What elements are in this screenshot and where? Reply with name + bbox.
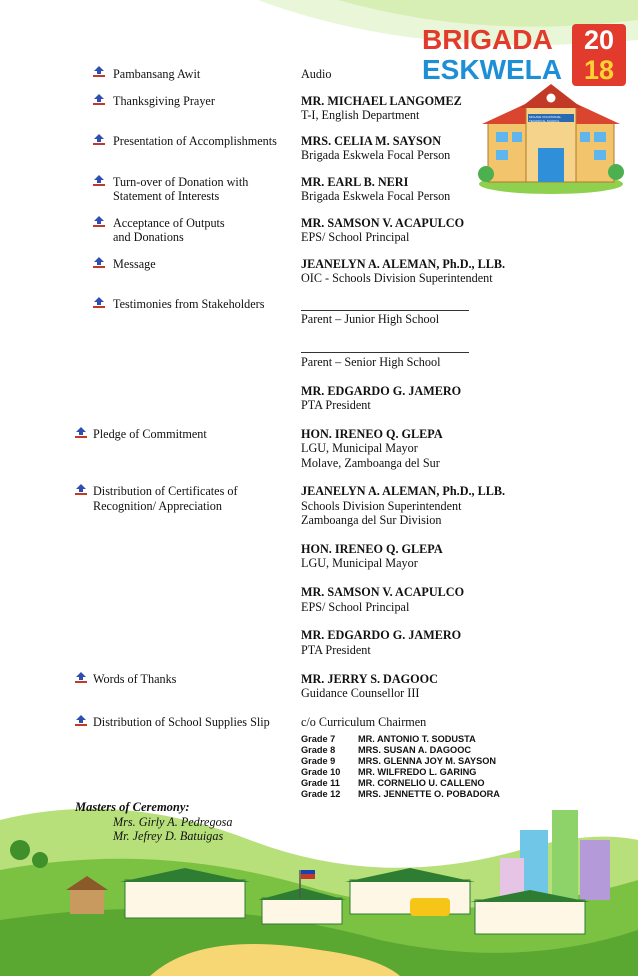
arrow-bullet-icon (93, 66, 105, 77)
school-sign: MOLAVE VOCATIONAL TECHNICAL SCHOOL (529, 115, 562, 123)
program-person: MR. EDGARDO G. JAMERO (301, 384, 462, 398)
master-of-ceremony-name: Mr. Jefrey D. Batuigas (113, 829, 224, 843)
program-role: Brigada Eskwela Focal Person (301, 148, 451, 162)
arrow-bullet-icon (93, 175, 105, 186)
arrow-bullet-icon (93, 94, 105, 105)
grade-teacher: MRS. SUSAN A. DAGOOC (358, 745, 471, 755)
program-part-line-2: Statement of Interests (113, 189, 220, 203)
program-person: JEANELYN A. ALEMAN, Ph.D., LLB. (301, 484, 506, 498)
grade-teacher: MRS. GLENNA JOY M. SAYSON (358, 756, 497, 766)
arrow-bullet-icon (75, 484, 87, 495)
program-role: Molave, Zamboanga del Sur (301, 456, 440, 470)
program-part: Distribution of School Supplies Slip (93, 715, 270, 729)
program-role: Parent – Senior High School (301, 355, 441, 369)
grade-label: Grade 7 (301, 734, 336, 744)
program-part: Thanksgiving Prayer (113, 94, 215, 108)
logo-line-2: ESKWELA (422, 54, 562, 85)
program-person: MR. JERRY S. DAGOOC (301, 672, 438, 686)
program-part: Pambansang Awit (113, 67, 201, 81)
arrow-bullet-icon (75, 427, 87, 438)
grade-teacher: MR. WILFREDO L. GARING (358, 767, 477, 777)
program-part: Acceptance of Outputs (113, 216, 225, 230)
logo-year-box (572, 24, 626, 86)
program-part: Distribution of Certificates of (93, 484, 238, 498)
program-part: Testimonies from Stakeholders (113, 297, 265, 311)
arrow-bullet-icon (75, 672, 87, 683)
signature-line (301, 352, 469, 353)
logo-year-bottom: 18 (583, 55, 615, 85)
program-person: HON. IRENEO Q. GLEPA (301, 427, 443, 441)
program-role: c/o Curriculum Chairmen (301, 715, 427, 729)
program-role: OIC - Schools Division Superintendent (301, 271, 493, 285)
program-role: EPS/ School Principal (301, 600, 410, 614)
program-part-line-2: Recognition/ Appreciation (93, 499, 222, 513)
program-role: LGU, Municipal Mayor (301, 556, 418, 570)
program-part: Words of Thanks (93, 672, 177, 686)
grade-label: Grade 10 (301, 767, 341, 777)
logo-year-top: 20 (583, 25, 615, 55)
arrow-bullet-icon (93, 257, 105, 268)
program-role: LGU, Municipal Mayor (301, 441, 418, 455)
program-part: Pledge of Commitment (93, 427, 207, 441)
arrow-bullet-icon (93, 134, 105, 145)
program-person: MR. SAMSON V. ACAPULCO (301, 585, 465, 599)
grade-teacher: MRS. JENNETTE O. POBADORA (358, 789, 500, 799)
program-role: Brigada Eskwela Focal Person (301, 189, 451, 203)
program-person: JEANELYN A. ALEMAN, Ph.D., LLB. (301, 257, 506, 271)
arrow-bullet-icon (75, 715, 87, 726)
program-role: Zamboanga del Sur Division (301, 513, 442, 527)
program-person: MR. EDGARDO G. JAMERO (301, 628, 462, 642)
program-role: Parent – Junior High School (301, 312, 440, 326)
school-building-illustration (478, 84, 624, 194)
grade-teacher: MR. CORNELIO U. CALLENO (358, 778, 485, 788)
logo-line-1: BRIGADA (422, 24, 553, 55)
program-role: Schools Division Superintendent (301, 499, 462, 513)
grade-label: Grade 8 (301, 745, 336, 755)
grade-label: Grade 12 (301, 789, 341, 799)
program-part-line-2: and Donations (113, 230, 184, 244)
program-role: T-I, English Department (301, 108, 420, 122)
program-person: MR. MICHAEL LANGOMEZ (301, 94, 462, 108)
grade-teacher: MR. ANTONIO T. SODUSTA (358, 734, 476, 744)
program-person: MRS. CELIA M. SAYSON (301, 134, 442, 148)
grade-label: Grade 11 (301, 778, 340, 788)
arrow-bullet-icon (93, 297, 105, 308)
program-role: PTA President (301, 643, 371, 657)
program-role: PTA President (301, 398, 371, 412)
program-part: Message (113, 257, 156, 271)
program-role: EPS/ School Principal (301, 230, 410, 244)
program-part: Turn-over of Donation with (113, 175, 249, 189)
program-person: HON. IRENEO Q. GLEPA (301, 542, 443, 556)
master-of-ceremony-name: Mrs. Girly A. Pedregosa (113, 815, 233, 829)
program-person: MR. SAMSON V. ACAPULCO (301, 216, 465, 230)
program-part: Presentation of Accomplishments (113, 134, 277, 148)
program-person: MR. EARL B. NERI (301, 175, 409, 189)
signature-line (301, 310, 469, 311)
brigada-eskwela-logo (420, 22, 630, 92)
masters-of-ceremony-title: Masters of Ceremony: (75, 800, 190, 814)
grade-label: Grade 9 (301, 756, 336, 766)
program-role: Guidance Counsellor III (301, 686, 420, 700)
program-role: Audio (301, 67, 332, 81)
arrow-bullet-icon (93, 216, 105, 227)
